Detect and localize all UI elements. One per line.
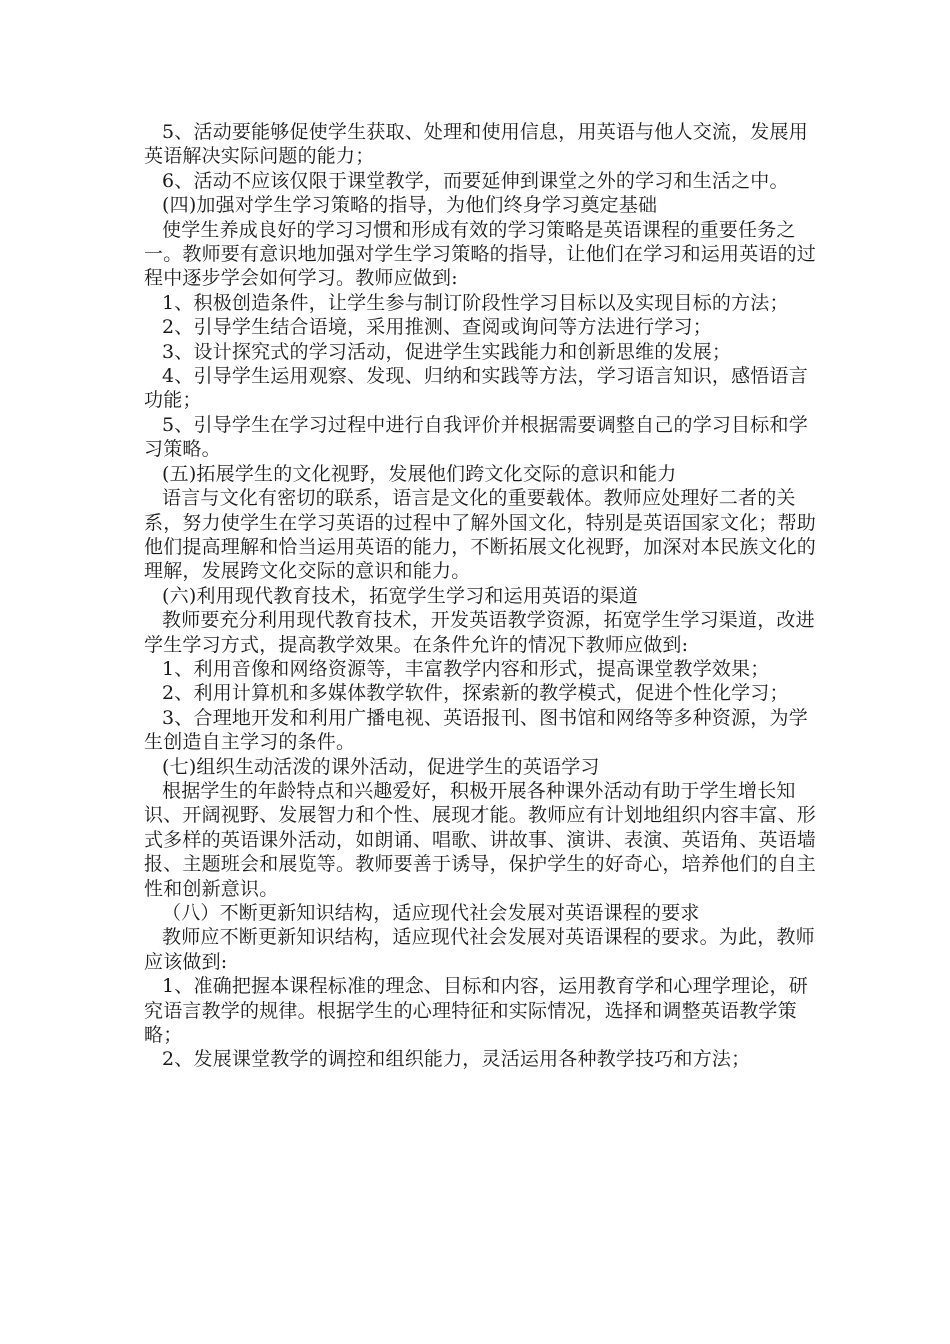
- paragraph-technology-1: 1、利用音像和网络资源等，丰富教学内容和形式，提高课堂教学效果；: [162, 657, 770, 680]
- paragraph-section-7-body: 根据学生的年龄特点和兴趣爱好，积极开展各种课外活动有助于学生增长知识、开阔视野、发展智力和个性、展现才能。教师应有计划地组织内容丰富、形式多样的英语课外活动，如朗诵、唱歌、讲故事、演讲、表演、英语角、英语墙报、主题班会和展览等。教师要善于诱导，保护学生的好奇心，培养他们的自主性和创新意识。: [144, 779, 817, 900]
- section-heading-8: （八）不断更新知识结构，适应现代社会发展对英语课程的要求: [162, 902, 700, 924]
- paragraph-activity-5: 5、活动要能够促使学生获取、处理和使用信息，用英语与他人交流，发展用英语解决实际问题的能力；: [144, 121, 808, 168]
- paragraph-teacher-2: 2、发展课堂教学的调控和组织能力，灵活运用各种教学技巧和方法；: [162, 1048, 751, 1071]
- paragraph-strategy-1: 1、积极创造条件，让学生参与制订阶段性学习目标以及实现目标的方法；: [162, 291, 789, 314]
- paragraph-section-5-body: 语言与文化有密切的联系，语言是文化的重要载体。教师应处理好二者的关系，努力使学生在学习英语的过程中了解外国文化，特别是英语国家文化；帮助他们提高理解和恰当运用英语的能力，不断拓展文化视野，加深对本民族文化的理解，发展跨文化交际的意识和能力。: [144, 487, 817, 583]
- paragraph-technology-2: 2、利用计算机和多媒体教学软件，探索新的教学模式，促进个性化学习；: [162, 682, 789, 705]
- paragraph-teacher-1: 1、准确把握本课程标准的理念、目标和内容，运用教育学和心理学理论，研究语言教学的规律。根据学生的心理特征和实际情况，选择和调整英语教学策略；: [144, 975, 808, 1047]
- document-body: [144, 120, 824, 1072]
- paragraph-strategy-3: 3、设计探究式的学习活动，促进学生实践能力和创新思维的发展；: [162, 340, 732, 363]
- section-heading-4: (四)加强对学生学习策略的指导，为他们终身学习奠定基础: [162, 194, 658, 217]
- paragraph-activity-6: 6、活动不应该仅限于课堂教学，而要延伸到课堂之外的学习和生活之中。: [162, 169, 789, 192]
- paragraph-section-4-intro: 使学生养成良好的学习习惯和形成有效的学习策略是英语课程的重要任务之一。教师要有意识地加强对学生学习策略的指导，让他们在学习和运用英语的过程中逐步学会如何学习。教师应做到:: [144, 218, 817, 290]
- paragraph-section-8-intro: 教师应不断更新知识结构，适应现代社会发展对英语课程的要求。为此，教师应该做到:: [144, 926, 815, 973]
- paragraph-section-6-intro: 教师要充分利用现代教育技术，开发英语教学资源，拓宽学生学习渠道，改进学生学习方式，提高教学效果。在条件允许的情况下教师应做到:: [144, 609, 815, 656]
- paragraph-strategy-4: 4、引导学生运用观察、发现、归纳和实践等方法，学习语言知识，感悟语言功能；: [144, 365, 808, 412]
- section-heading-5: (五)拓展学生的文化视野，发展他们跨文化交际的意识和能力: [162, 462, 677, 485]
- paragraph-strategy-2: 2、引导学生结合语境，采用推测、查阅或询问等方法进行学习；: [162, 316, 712, 339]
- section-heading-6: (六)利用现代教育技术，拓宽学生学习和运用英语的渠道: [162, 584, 639, 607]
- paragraph-technology-3: 3、合理地开发和利用广播电视、英语报刊、图书馆和网络等多种资源，为学生创造自主学习的条件。: [144, 706, 808, 754]
- paragraph-strategy-5: 5、引导学生在学习过程中进行自我评价并根据需要调整自己的学习目标和学习策略。: [144, 413, 808, 461]
- section-heading-7: (七)组织生动活泼的课外活动，促进学生的英语学习: [162, 755, 600, 778]
